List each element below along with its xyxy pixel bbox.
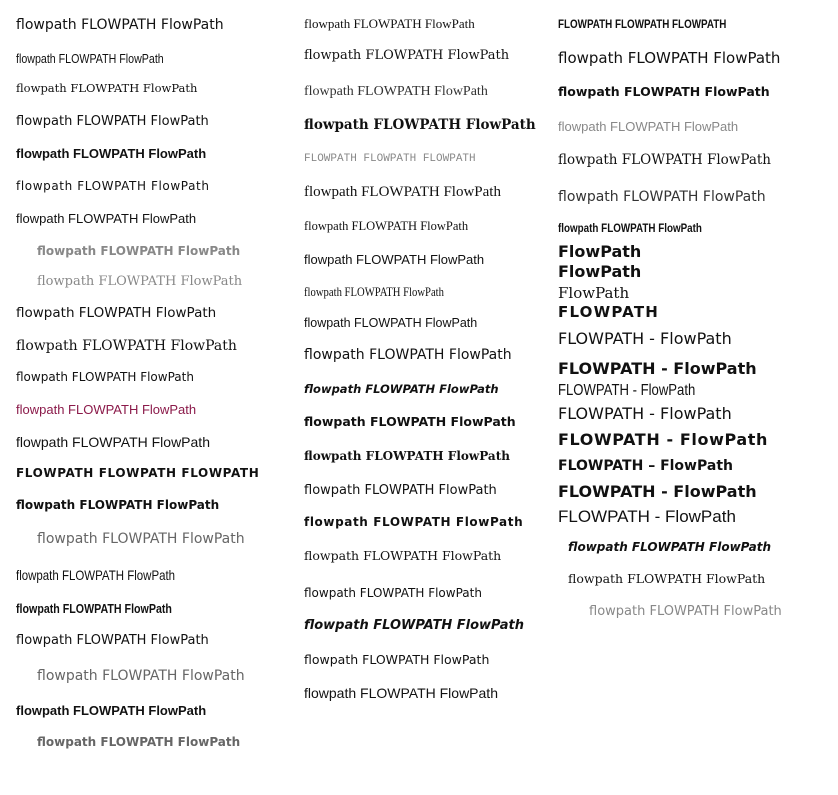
font-sample: FLOWPATH — [558, 303, 660, 321]
font-sample: FlowPath — [558, 242, 642, 261]
font-sample: flowpath FLOWPATH FlowPath — [558, 84, 770, 99]
font-sample: flowpath FLOWPATH FlowPath — [16, 338, 237, 354]
font-sample: flowpath FLOWPATH FlowPath — [558, 221, 702, 235]
font-sample: flowpath FLOWPATH FlowPath — [304, 48, 510, 63]
font-sample: flowpath FLOWPATH FlowPath — [558, 152, 772, 168]
font-sample: flowpath FLOWPATH FlowPath — [304, 483, 497, 498]
font-sample: flowpath FLOWPATH FlowPath — [16, 211, 197, 226]
font-sample: FLOWPATH FLOWPATH FLOWPATH — [304, 153, 476, 165]
font-sample: flowpath FLOWPATH FlowPath — [568, 571, 766, 586]
font-sample: FLOWPATH – FlowPath — [558, 458, 733, 474]
font-sample: FlowPath — [558, 284, 630, 302]
font-sample: FLOWPATH - FlowPath — [558, 359, 757, 378]
font-sample: flowpath FLOWPATH FlowPath — [558, 49, 781, 67]
font-sample: flowpath FLOWPATH FlowPath — [16, 17, 224, 33]
font-sample: flowpath FLOWPATH FlowPath — [37, 274, 243, 289]
font-sample: flowpath FLOWPATH FlowPath — [16, 434, 210, 450]
font-sample: flowpath FLOWPATH FlowPath — [16, 601, 172, 616]
font-sample: flowpath FLOWPATH FlowPath — [16, 51, 164, 66]
font-sample: flowpath FLOWPATH FlowPath — [37, 735, 241, 749]
font-sample: FLOWPATH - FlowPath — [558, 329, 732, 348]
font-sample: flowpath FLOWPATH FlowPath — [16, 402, 197, 417]
font-sample: flowpath FLOWPATH FlowPath — [37, 668, 245, 684]
font-sample: flowpath FLOWPATH FlowPath — [16, 305, 217, 321]
font-sample: flowpath FLOWPATH FlowPath — [16, 703, 207, 718]
font-sample: flowpath FLOWPATH FlowPath — [37, 531, 245, 547]
font-sample: FLOWPATH - FlowPath — [558, 482, 757, 501]
font-sample: flowpath FLOWPATH FlowPath — [558, 189, 766, 205]
font-sample: flowpath FLOWPATH FlowPath — [16, 567, 176, 583]
font-sample: flowpath FLOWPATH FlowPath — [16, 633, 209, 648]
font-sample: flowpath FLOWPATH FlowPath — [304, 685, 498, 701]
font-sample: flowpath FLOWPATH FlowPath — [16, 114, 209, 129]
font-sample: flowpath FLOWPATH FlowPath — [304, 316, 478, 330]
font-sample: flowpath FLOWPATH FlowPath — [304, 184, 501, 200]
font-sample: flowpath FLOWPATH FlowPath — [304, 347, 512, 363]
font-sample: flowpath FLOWPATH FlowPath — [16, 498, 220, 512]
font-sample: flowpath FLOWPATH FlowPath — [304, 652, 490, 667]
font-sample: flowpath FLOWPATH FlowPath — [304, 252, 485, 267]
font-sample: flowpath FLOWPATH FlowPath — [304, 84, 488, 99]
font-sample: flowpath FLOWPATH FlowPath — [304, 117, 536, 133]
font-sample: flowpath FLOWPATH FlowPath — [16, 370, 194, 384]
font-sample: flowpath FLOWPATH FlowPath — [589, 604, 782, 619]
font-sample: flowpath FLOWPATH FlowPath — [568, 540, 772, 554]
font-sample: FLOWPATH - FlowPath — [558, 404, 732, 423]
font-sample: flowpath FLOWPATH FlowPath — [304, 219, 469, 233]
font-sample: flowpath FLOWPATH FlowPath — [304, 284, 444, 299]
font-sample: flowpath FLOWPATH FlowPath — [304, 548, 502, 563]
font-sample: flowpath FLOWPATH FlowPath — [304, 618, 524, 633]
font-sample: flowpath FLOWPATH FlowPath — [16, 179, 210, 193]
font-sample: flowpath FLOWPATH FlowPath — [558, 119, 739, 134]
font-sample: flowpath FLOWPATH FlowPath — [304, 382, 499, 396]
font-sample: FLOWPATH - FlowPath — [558, 382, 696, 399]
font-sample: flowpath FLOWPATH FlowPath — [304, 414, 516, 429]
font-sample: flowpath FLOWPATH FlowPath — [304, 515, 524, 529]
font-sample: flowpath FLOWPATH FlowPath — [37, 244, 241, 258]
font-sample: FLOWPATH FLOWPATH FLOWPATH — [16, 466, 260, 480]
font-sample: flowpath FLOWPATH FlowPath — [16, 81, 198, 95]
font-sample: FLOWPATH - FlowPath — [558, 507, 736, 526]
font-sample: FLOWPATH FLOWPATH FLOWPATH — [558, 17, 727, 31]
font-sample: flowpath FLOWPATH FlowPath — [304, 16, 475, 31]
font-sample: flowpath FLOWPATH FlowPath — [304, 449, 510, 463]
font-sample: FlowPath — [558, 262, 642, 281]
font-sample: flowpath FLOWPATH FlowPath — [16, 146, 207, 161]
font-sample: FLOWPATH - FlowPath — [558, 430, 769, 449]
font-sample: flowpath FLOWPATH FlowPath — [304, 586, 482, 600]
